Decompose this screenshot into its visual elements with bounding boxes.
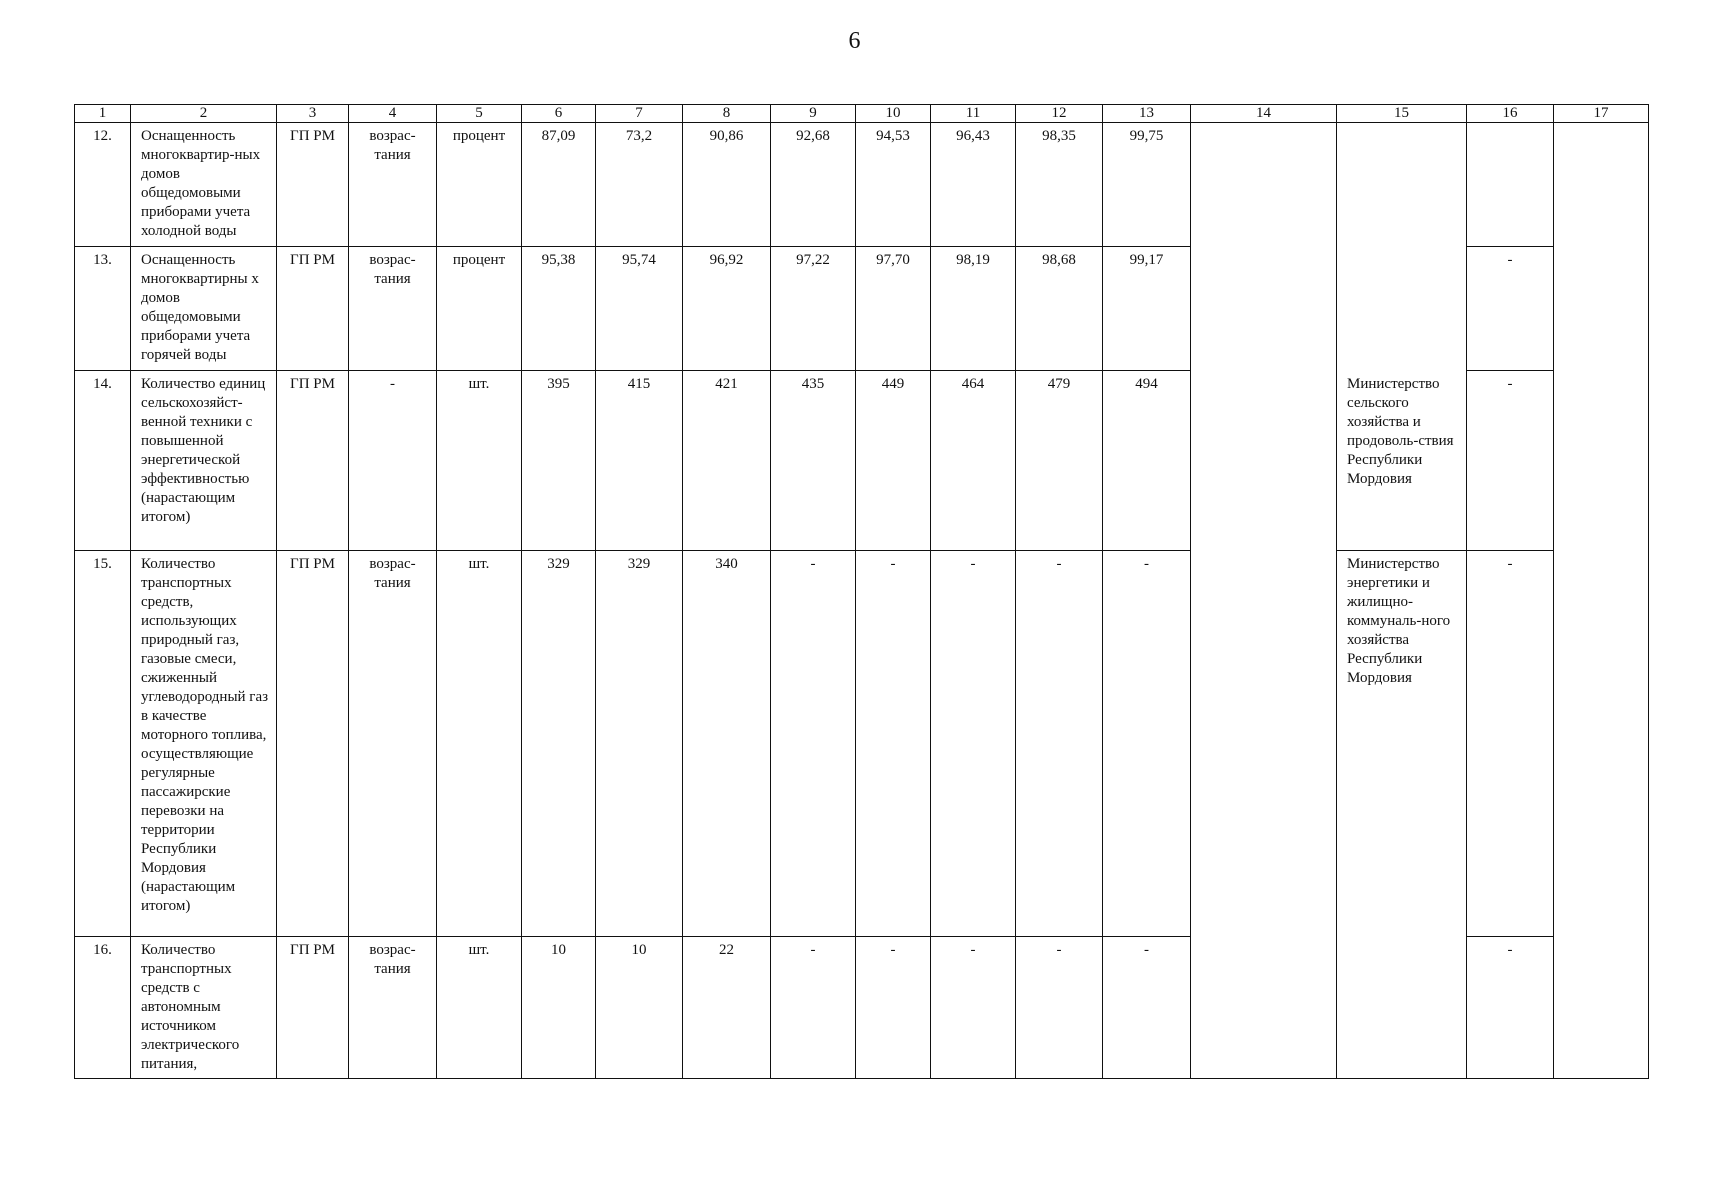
col-header: 2 — [131, 105, 277, 123]
value-cell: 90,86 — [683, 123, 771, 247]
unit-cell: процент — [437, 123, 522, 247]
col-header: 12 — [1016, 105, 1103, 123]
source-cell: ГП РМ — [277, 371, 349, 551]
value-cell: - — [771, 937, 856, 1079]
row-number: 16. — [75, 937, 131, 1079]
value-cell: 421 — [683, 371, 771, 551]
col-header: 15 — [1337, 105, 1467, 123]
value-cell: 329 — [596, 551, 683, 937]
column-16-cell — [1467, 123, 1554, 247]
trend-cell: возрас-тания — [349, 247, 437, 371]
column-16-cell: - — [1467, 247, 1554, 371]
value-cell: 494 — [1103, 371, 1191, 551]
col-header: 16 — [1467, 105, 1554, 123]
value-cell: - — [856, 937, 931, 1079]
row-number: 15. — [75, 551, 131, 937]
column-17-cell — [1554, 123, 1649, 1079]
trend-cell: возрас-тания — [349, 123, 437, 247]
table-row — [75, 551, 1649, 937]
value-cell: 99,75 — [1103, 123, 1191, 247]
indicators-table — [74, 104, 1649, 1079]
trend-cell: - — [349, 371, 437, 551]
value-cell: 415 — [596, 371, 683, 551]
row-number: 14. — [75, 371, 131, 551]
column-15-cell — [1337, 123, 1467, 371]
value-cell: 73,2 — [596, 123, 683, 247]
responsible-ministry: Министерство сельского хозяйства и продоволь-ствия Республики Мордовия — [1337, 371, 1467, 551]
value-cell: - — [856, 551, 931, 937]
source-cell: ГП РМ — [277, 247, 349, 371]
value-cell: 329 — [522, 551, 596, 937]
value-cell: - — [1103, 551, 1191, 937]
trend-cell: возрас-тания — [349, 551, 437, 937]
value-cell: 87,09 — [522, 123, 596, 247]
table-row — [75, 371, 1649, 551]
unit-cell: шт. — [437, 551, 522, 937]
indicator-name: Количество транспортных средств с автономным источником электрического питания, — [131, 937, 277, 1079]
value-cell: 395 — [522, 371, 596, 551]
col-header: 13 — [1103, 105, 1191, 123]
unit-cell: шт. — [437, 371, 522, 551]
source-cell: ГП РМ — [277, 551, 349, 937]
col-header: 8 — [683, 105, 771, 123]
col-header: 10 — [856, 105, 931, 123]
col-header: 9 — [771, 105, 856, 123]
value-cell: - — [931, 551, 1016, 937]
indicator-name: Оснащенность многоквартир-ных домов общедомовыми приборами учета холодной воды — [131, 123, 277, 247]
value-cell: 10 — [522, 937, 596, 1079]
col-header: 5 — [437, 105, 522, 123]
unit-cell: шт. — [437, 937, 522, 1079]
value-cell: 92,68 — [771, 123, 856, 247]
col-header: 11 — [931, 105, 1016, 123]
value-cell: 94,53 — [856, 123, 931, 247]
value-cell: 10 — [596, 937, 683, 1079]
value-cell: 96,43 — [931, 123, 1016, 247]
indicator-name: Количество единиц сельскохозяйст-венной техники с повышенной энергетической эффективностью (нарастающим итогом) — [131, 371, 277, 551]
page-number: 6 — [848, 28, 861, 54]
value-cell: 340 — [683, 551, 771, 937]
value-cell: - — [1016, 551, 1103, 937]
column-14-cell — [1191, 123, 1337, 1079]
value-cell: 479 — [1016, 371, 1103, 551]
value-cell: 96,92 — [683, 247, 771, 371]
column-16-cell: - — [1467, 371, 1554, 551]
col-header: 14 — [1191, 105, 1337, 123]
value-cell: 99,17 — [1103, 247, 1191, 371]
value-cell: 464 — [931, 371, 1016, 551]
value-cell: 22 — [683, 937, 771, 1079]
col-header: 6 — [522, 105, 596, 123]
value-cell: - — [771, 551, 856, 937]
col-header: 4 — [349, 105, 437, 123]
trend-cell: возрас-тания — [349, 937, 437, 1079]
col-header: 1 — [75, 105, 131, 123]
col-header: 7 — [596, 105, 683, 123]
responsible-ministry: Министерство энергетики и жилищно-коммуналь-ного хозяйства Республики Мордовия — [1337, 551, 1467, 1079]
source-cell: ГП РМ — [277, 937, 349, 1079]
value-cell: 98,68 — [1016, 247, 1103, 371]
value-cell: 98,19 — [931, 247, 1016, 371]
value-cell: 98,35 — [1016, 123, 1103, 247]
col-header: 17 — [1554, 105, 1649, 123]
column-number-row — [75, 105, 1649, 123]
row-number: 13. — [75, 247, 131, 371]
value-cell: 449 — [856, 371, 931, 551]
value-cell: 97,70 — [856, 247, 931, 371]
table-row — [75, 123, 1649, 247]
unit-cell: процент — [437, 247, 522, 371]
col-header: 3 — [277, 105, 349, 123]
value-cell: 95,38 — [522, 247, 596, 371]
indicator-name: Оснащенность многоквартирны х домов общедомовыми приборами учета горячей воды — [131, 247, 277, 371]
value-cell: 95,74 — [596, 247, 683, 371]
source-cell: ГП РМ — [277, 123, 349, 247]
column-16-cell: - — [1467, 937, 1554, 1079]
value-cell: - — [1103, 937, 1191, 1079]
column-16-cell: - — [1467, 551, 1554, 937]
value-cell: 97,22 — [771, 247, 856, 371]
value-cell: - — [1016, 937, 1103, 1079]
row-number: 12. — [75, 123, 131, 247]
indicator-name: Количество транспортных средств, использующих природный газ, газовые смеси, сжиженный углеводородный газ в качестве моторного топлива, осуществляющие регулярные пассажирские перевозки на территории Республики Мордовия (нарастающим итогом) — [131, 551, 277, 937]
value-cell: - — [931, 937, 1016, 1079]
value-cell: 435 — [771, 371, 856, 551]
